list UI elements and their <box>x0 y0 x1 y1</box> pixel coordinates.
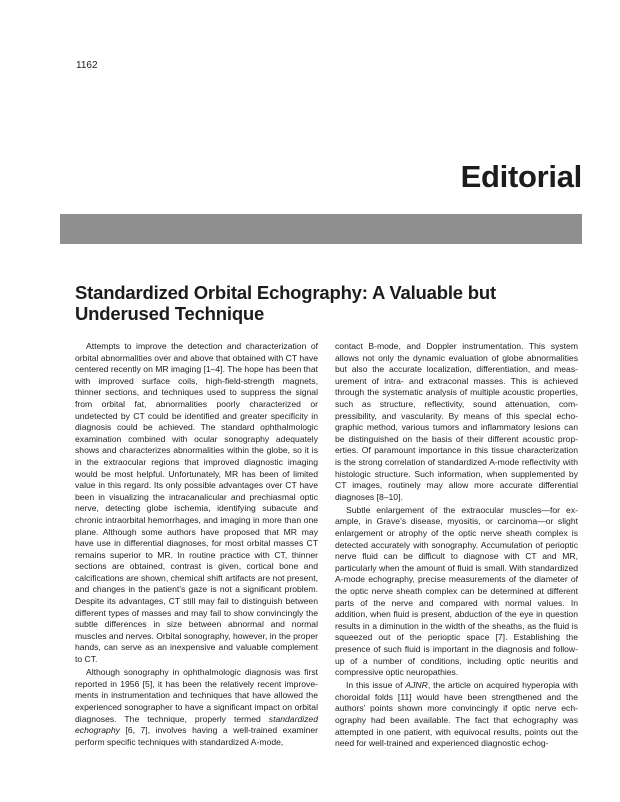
journal-name: AJNR <box>405 680 428 691</box>
paragraph <box>75 667 318 748</box>
section-title: Editorial <box>460 159 582 194</box>
paragraph <box>335 680 578 750</box>
paragraph: Attempts to improve the detection and characterization of orbital abnormalities over and above that obtained with CT have centered recently on MR imaging [1–4]. The hope has been that with improved surface coils, high-field-strength magnets, thinner sections, and techniques used to suppress the signal from orbital fat, abnormalities poorly characterized or undetected by CT could be identified and greater specificity in diagnosis could be achieved. The standard ophthalmologic examination combined with ocular sonography adequately shows and characterizes abnormalities within the globe, so it is in the extraocular regions that improved diagnostic imaging would be most helpful. Unfortunately, MR has been of limited value in this regard. Its only possible advantages over CT have been in visualizing the intracanalicular and prechiasmal optic nerve, detecting globe ischemia, identifying subacute and chronic intraorbital hemorrhages, and imaging in more than one plane. Although some authors have proposed that MR may have use in differential diagnoses, for most orbital masses CT remains superior to MR. In routine practice with CT, thinner sections are obtained, contrast is given, cortical bone and calcifications are shown, chemical shift artifacts are not present, and changes in the patient’s gaze is not a significant problem. Despite its advantages, CT still may fail to distinguish between different types of masses and may fail to show convincingly the subtle differences in size between abnormal and normal muscles and nerves. Orbital sonography, however, in the proper hands, can serve as an inexpensive and valuable complement to CT. <box>75 341 319 665</box>
right-column <box>335 341 578 751</box>
paragraph: contact B-mode, and Doppler instrumentation. This system allows not only the dynamic evaluation of globe abnormalities but also the accurate localization, differentiation, and measurement of intra- and extraconal masses. This is achieved through the systematic analysis of multiple acoustic properties, such as structure, reflectivity, sound attenuation, compressibility, and vascularity. By means of this special echographic method, various tumors and inflammatory lesions can be distinguished on the basis of their different acoustic properties. Of paramount importance in this tissue characterization is the strong correlation of standardized A-mode reflectivity with histologic structure. Such information, when supplemented by CT images, routinely may allow more accurate differential diagnoses [8–10]. <box>335 341 578 502</box>
article-title: Standardized Orbital Echography: A Valuable but Underused Technique <box>75 282 496 324</box>
page-number: 1162 <box>76 60 98 71</box>
italic-term: standardized echography <box>75 713 318 736</box>
header-band <box>60 214 582 244</box>
text-run: In this issue of <box>346 680 406 691</box>
paragraph: Subtle enlargement of the extraocular muscles—for example, in Grave’s disease, myositis, or carcinoma—or slight enlargement or atrophy of the optic nerve sheath complex is detected accurately with sonography. Accumulation of perioptic nerve fluid can be difficult to diagnose with CT and MR, particularly when the amount of fluid is small. With standardized A-mode echography, precise measurements of the diameter of the optic nerve sheath complex can be determined at different parts of the nerve and compared with normal values. In addition, when fluid is present, abduction of the eye in question results in a diminution in the width of the sheaths, as the fluid is squeezed out of the perioptic space [7]. Establishing the presence of such fluid is important in the diagnosis and follow-up of a number of conditions, including optic neuritis and compressive optic neuropathies. <box>335 504 578 678</box>
text-run: , the article on acquired hyperopia with choroidal folds [11] would have been strengthened and the authors’ points shown more convincingly if optic nerve echography had been available. The fact that echography was attempted in one patient, with equivocal results, points out the need for well-trained and experienced diagnostic echog- <box>335 680 578 749</box>
text-run: [6, 7], involves having a well-trained examiner perform specific techniques with standardized A-mode, <box>75 725 318 747</box>
text-run: Although sonography in ophthalmologic diagnosis was first reported in 1956 [5], it has been the relatively recent improvements in instrumentation and techniques that have allowed the experienced sonographer to have a significant impact on orbital diagnoses. The technique, properly termed <box>75 667 318 724</box>
left-column <box>75 341 318 749</box>
